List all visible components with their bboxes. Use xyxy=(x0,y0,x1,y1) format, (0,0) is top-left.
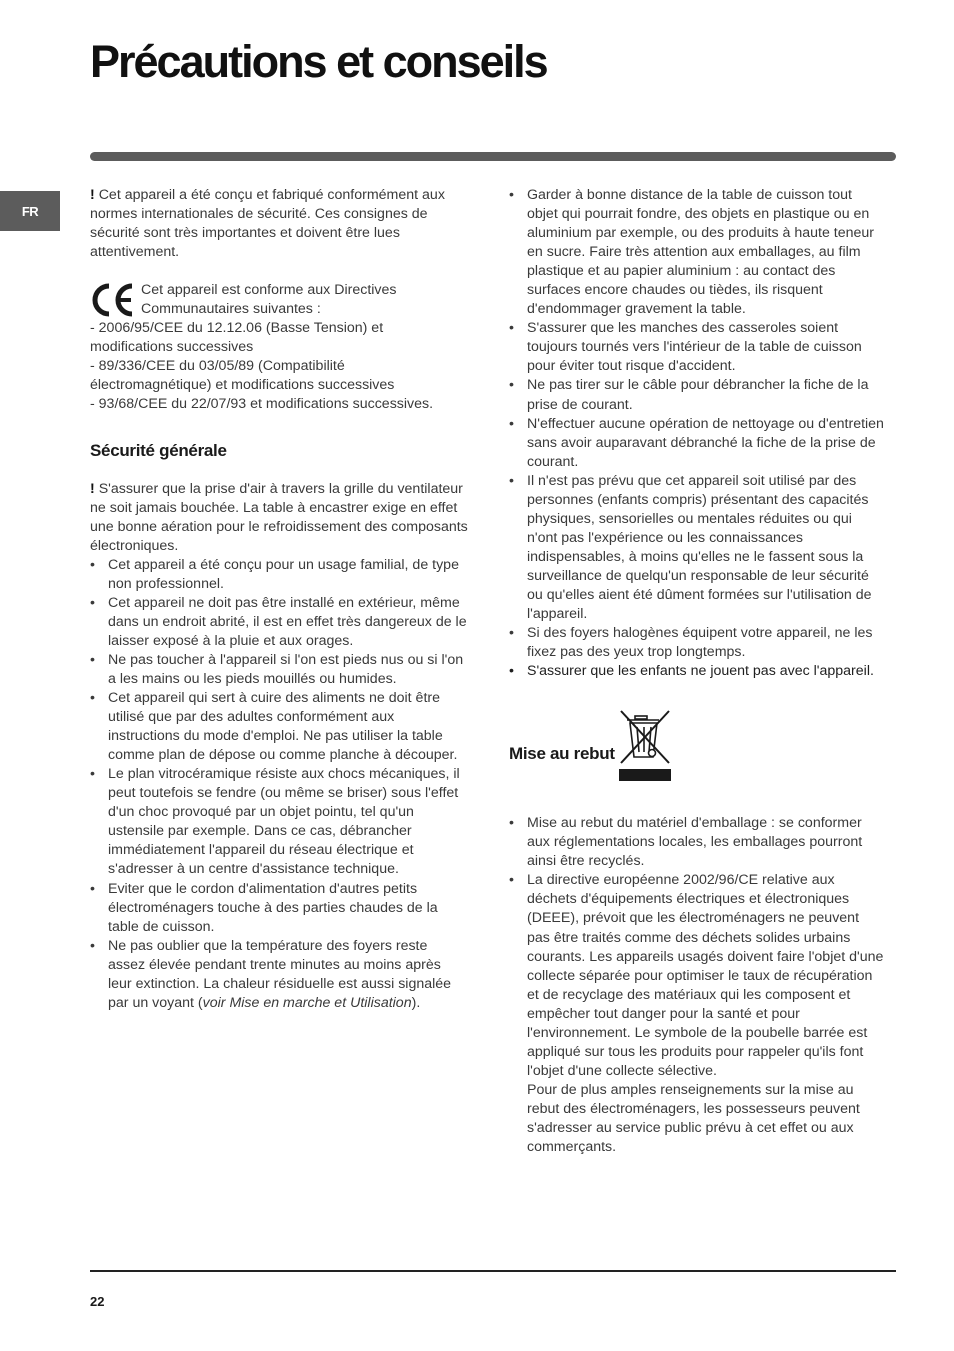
list-item xyxy=(90,937,468,1013)
language-tab: FR xyxy=(0,191,60,231)
list-item: • Cet appareil qui sert à cuire des aliments ne doit être utilisé que par des adultes conformément aux instructions du mode d'emploi. Ne pas utiliser la table comme plan de dépose ou comme planche à découper. xyxy=(90,689,468,765)
directive-item: - 93/68/CEE du 22/07/93 et modifications successives. xyxy=(90,396,434,413)
intro-text: Cet appareil a été conçu et fabriqué conformément aux normes internationales de sécurité. Ces consignes de sécurité sont très importantes et doivent être lues attentivement. xyxy=(90,187,445,261)
list-item: • Si des foyers halogènes équipent votre appareil, ne les fixez pas des yeux trop longtemps. xyxy=(509,624,885,662)
list-item: • N'effectuer aucune opération de nettoyage ou d'entretien sans avoir auparavant débranché la fiche de la prise de courant. xyxy=(509,415,885,472)
warning-mark: ! xyxy=(90,480,95,497)
disposal-heading-row xyxy=(509,709,885,783)
list-item: • Garder à bonne distance de la table de cuisson tout objet qui pourrait fondre, des objets en plastique ou en aluminium par exemple, ou des produits à haute teneur en sucre. Faire très attention aux emballages, au film plastique et au papier aluminium : au contact des surfaces encore chaudes ou tièdes, ils risquent d'endommager gravement la table. xyxy=(509,186,885,319)
footer-rule xyxy=(90,1270,896,1272)
list-item: • Eviter que le cordon d'alimentation d'autres petits électroménagers touche à des parties chaudes de la table de cuisson. xyxy=(90,880,468,937)
list-item: • Mise au rebut du matériel d'emballage : se conformer aux réglementations locales, les emballages pourront ainsi être recyclés. xyxy=(509,814,885,871)
safety-list-continued xyxy=(509,186,885,681)
left-column xyxy=(90,186,468,1013)
warning-mark: ! xyxy=(90,187,95,203)
list-item: • Ne pas toucher à l'appareil si l'on est pieds nus ou si l'on a les mains ou les pieds mouillés ou humides. xyxy=(90,651,468,689)
cross-reference: voir Mise en marche et Utilisation xyxy=(202,994,412,1011)
title-divider-bar xyxy=(90,152,896,161)
directive-item: - 89/336/CEE du 03/05/89 (Compatibilité électromagnétique) et modifications successives xyxy=(90,358,395,394)
list-item: • Cet appareil a été conçu pour un usage familial, de type non professionnel. xyxy=(90,556,468,594)
general-safety-list xyxy=(90,556,468,1013)
intro-paragraph xyxy=(90,186,468,262)
ventilation-warning-text: S'assurer que la prise d'air à travers la grille du ventilateur ne soit jamais bouchée. La table à encastrer exige en effet une bonne aération pour le refroidissement des composants électroniques. xyxy=(90,480,468,554)
ce-mark-icon xyxy=(90,283,136,317)
ce-conformity-block xyxy=(90,281,468,414)
ventilation-warning xyxy=(90,480,468,556)
crossed-out-bin-icon xyxy=(619,709,671,783)
section-heading-general-safety: Sécurité générale xyxy=(90,440,227,460)
residual-heat-text: Ne pas oublier que la température des foyers reste assez élevée pendant trente minutes au moins après leur extinction. La chaleur résiduelle est aussi signalée par un voyant ( xyxy=(108,937,452,1011)
residual-heat-end: ). xyxy=(411,994,421,1011)
list-item: • Ne pas tirer sur le câble pour débrancher la fiche de la prise de courant. xyxy=(509,376,885,414)
ce-lead: Cet appareil est conforme aux Directives Communautaires suivantes : xyxy=(141,282,397,318)
list-item: • Cet appareil ne doit pas être installé en extérieur, même dans un endroit abrité, il est en effet très dangereux de le laisser exposé à la pluie et aux orages. xyxy=(90,594,468,651)
directive-item: - 2006/95/CEE du 12.12.06 (Basse Tension) et modifications successives xyxy=(90,320,384,356)
page-title: Précautions et conseils xyxy=(90,36,547,87)
disposal-list xyxy=(509,814,885,1081)
list-item: • S'assurer que les enfants ne jouent pas avec l'appareil. xyxy=(509,662,885,681)
list-item: • Le plan vitrocéramique résiste aux chocs mécaniques, il peut toutefois se fendre (ou même se briser) sous l'effet d'un choc provoqué par un objet pointu, tel qu'un ustensile par exemple. Dans ce cas, débrancher immédiatement l'appareil du réseau électrique et s'adresser à un centre d'assistance technique. xyxy=(90,765,468,879)
list-item: • La directive européenne 2002/96/CE relative aux déchets d'équipements électriques et électroniques (DEEE), prévoit que les électroménagers ne peuvent pas être traités comme des déchets solides urbains courants. Les appareils usagés doivent faire l'objet d'une collecte séparée pour optimiser le taux de récupération et de recyclage des matériaux qui les composent et empêcher tout danger pour la santé et pour l'environnement. Le symbole de la poubelle barrée est appliqué sur tous les produits pour rappeler qu'ils font l'objet d'une collecte sélective. xyxy=(509,871,885,1081)
list-item: • Il n'est pas prévu que cet appareil soit utilisé par des personnes (enfants compris) présentant des capacités physiques, sensorielles ou mentales réduites ou qui n'ont pas l'expérience ou les connaissances indispensables, à moins qu'elles ne le fassent sous la surveillance de quelqu'un responsable de leur sécurité ou qu'elles aient été dûment formées sur l'utilisation de l'appareil. xyxy=(509,472,885,624)
section-heading-disposal: Mise au rebut xyxy=(509,744,615,764)
list-item: • S'assurer que les manches des casseroles soient toujours tournés vers l'intérieur de la table de cuisson pour éviter tout risque d'accident. xyxy=(509,319,885,376)
page-number: 22 xyxy=(90,1294,105,1309)
disposal-info-paragraph: Pour de plus amples renseignements sur la mise au rebut des électroménagers, les possesseurs peuvent s'adresser au service public prévu à cet effet ou aux commerçants. xyxy=(527,1081,860,1156)
right-column xyxy=(509,186,885,1157)
